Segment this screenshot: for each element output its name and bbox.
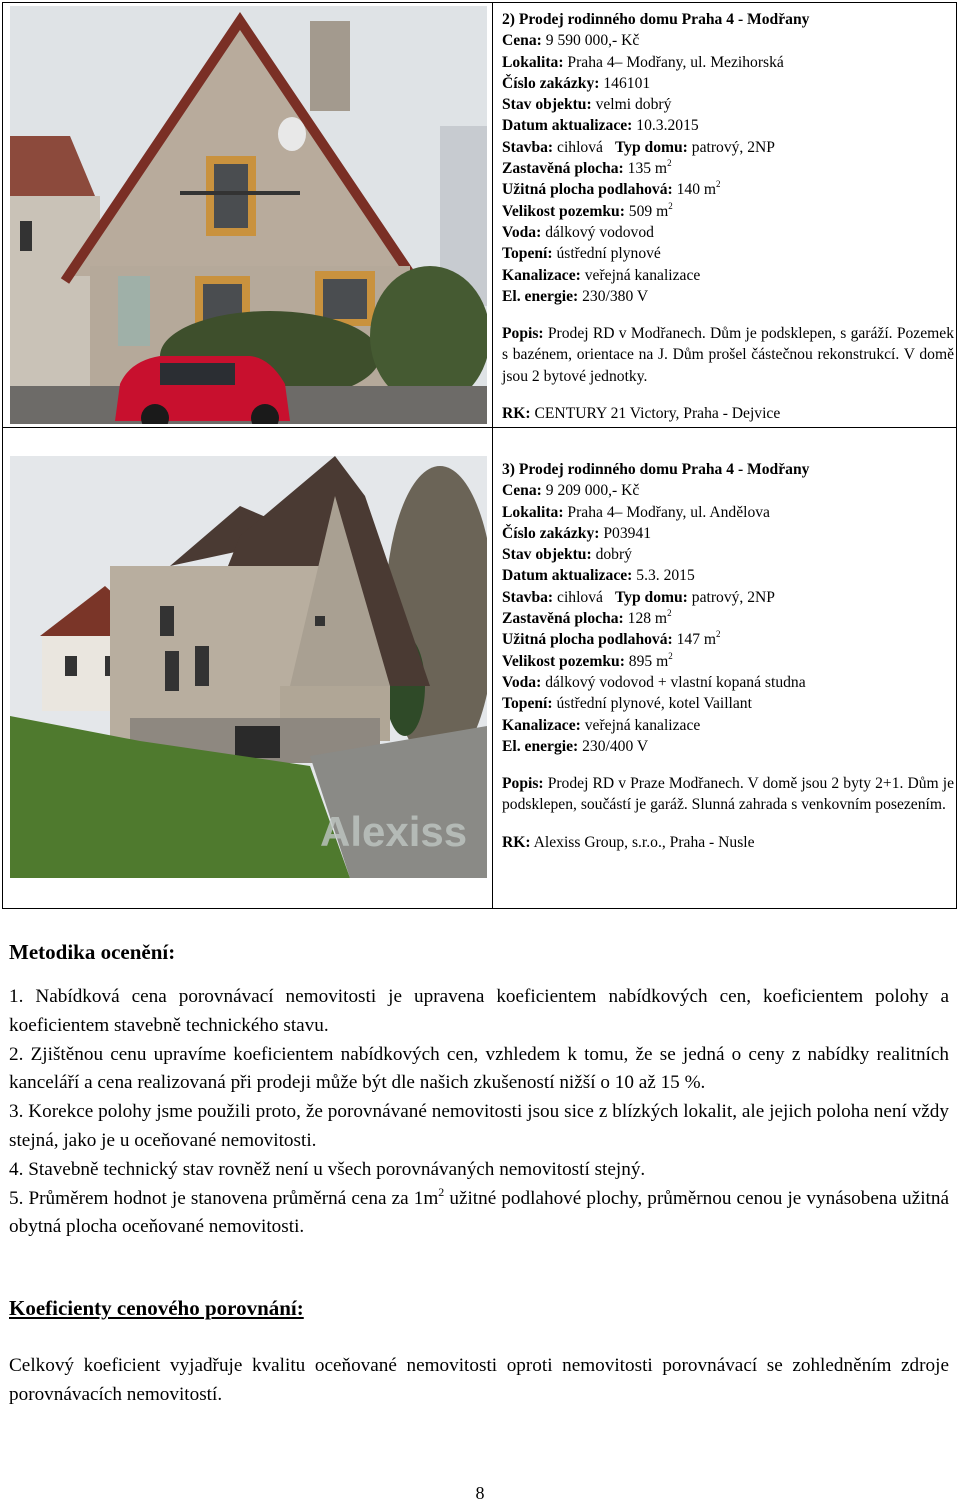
listing-2-order: P03941 xyxy=(603,524,652,542)
listing-2-power: 230/400 V xyxy=(582,737,649,755)
listing-2-agency: Alexiss Group, s.r.o., Praha - Nusle xyxy=(533,833,755,851)
construction-label: Stavba: xyxy=(502,138,554,156)
house-type-label: Typ domu: xyxy=(614,138,688,156)
area-unit-superscript: 2 xyxy=(667,608,672,619)
sewer-label: Kanalizace: xyxy=(502,266,581,284)
listing-1-heading: 2) Prodej rodinného domu Praha 4 - Modřany xyxy=(502,11,810,28)
methodology-title: Metodika ocenění: xyxy=(9,940,176,964)
house-type-label: Typ domu: xyxy=(614,588,688,606)
water-label: Voda: xyxy=(502,223,542,241)
listing-1-power: 230/380 V xyxy=(582,287,649,305)
square-meter-superscript: 2 xyxy=(438,1184,445,1199)
page-number: 8 xyxy=(475,1483,485,1503)
listing-2-house-type: patrový, 2NP xyxy=(691,588,775,606)
listing-1-construction: cihlová xyxy=(557,138,603,156)
listing-2-sewer: veřejná kanalizace xyxy=(584,716,701,734)
listing-2-water: dálkový vodovod + vlastní kopaná studna xyxy=(545,673,806,691)
listing-1-usable-area: 140 m xyxy=(676,181,717,199)
listing-2-description: Prodej RD v Praze Modřanech. V domě jsou 2 byty 2+1. Dům je podsklepen, součástí je garáž. Slunná zahrada s venkovním posezením. xyxy=(502,775,954,814)
methodology-item-4: 4. Stavebně technický stav rovněž není u všech porovnávaných nemovitostí stejný. xyxy=(9,1158,646,1180)
listing-2-built-area: 128 m xyxy=(627,610,668,628)
listing-1-water: dálkový vodovod xyxy=(545,223,654,241)
listing-1-heating: ústřední plynové xyxy=(556,245,661,263)
water-label: Voda: xyxy=(502,673,542,691)
area-unit-superscript: 2 xyxy=(668,650,673,661)
description-label: Popis: xyxy=(502,325,544,343)
updated-label: Datum aktualizace: xyxy=(502,567,633,585)
listing-2-plot: 895 m xyxy=(628,652,669,670)
listing-1-house-type: patrový, 2NP xyxy=(691,138,775,156)
area-unit-superscript: 2 xyxy=(668,200,673,211)
built-area-label: Zastavěná plocha: xyxy=(502,610,624,628)
methodology-item-3: 3. Korekce polohy jsme použili proto, že porovnávané nemovitosti jsou sice z blízkých lokalit, ale jejich poloha není vždy stejná, jako je u oceňované nemovitosti. xyxy=(9,1101,949,1151)
order-label: Číslo zakázky: xyxy=(502,74,600,92)
listings-table xyxy=(2,2,957,909)
listing-2-description-block xyxy=(502,773,954,816)
built-area-label: Zastavěná plocha: xyxy=(502,160,624,178)
methodology-item-5 xyxy=(9,1185,949,1243)
listing-1-updated: 10.3.2015 xyxy=(636,117,699,135)
plot-label: Velikost pozemku: xyxy=(502,652,625,670)
order-label: Číslo zakázky: xyxy=(502,524,600,542)
methodology-item-2: 2. Zjištěnou cenu upravíme koeficientem nabídkových cen, vzhledem k tomu, že se jedná o ceny z nabídky realitních kanceláří a cena realizovaná při prodeji může být dle našich zkušeností nižší o 10 až 15 %. xyxy=(9,1043,949,1094)
heating-label: Topení: xyxy=(502,245,553,263)
plot-label: Velikost pozemku: xyxy=(502,202,625,220)
listing-1-sewer: veřejná kanalizace xyxy=(584,266,701,284)
agency-label: RK: xyxy=(502,405,531,423)
coefficients-title: Koeficienty cenového porovnání: xyxy=(9,1296,304,1320)
listing-2-heading: 3) Prodej rodinného domu Praha 4 - Modřany xyxy=(502,461,810,478)
listing-1-description-block xyxy=(502,323,954,387)
listing-1-agency: CENTURY 21 Victory, Praha - Dejvice xyxy=(534,405,781,423)
coefficients-text: Celkový koeficient vyjadřuje kvalitu oceňované nemovitosti oproti nemovitosti porovnávací se zohledněním zdroje porovnávacích nemovitostí. xyxy=(9,1355,949,1405)
listing-2-condition: dobrý xyxy=(595,546,632,564)
house-photo-1 xyxy=(10,6,487,424)
price-label: Cena: xyxy=(502,32,542,50)
usable-area-label: Užitná plocha podlahová: xyxy=(502,631,673,649)
methodology-item-5-start: 5. Průměrem hodnot je stanovena průměrná cena za 1m xyxy=(9,1187,439,1209)
area-unit-superscript: 2 xyxy=(667,158,672,169)
listing-1-built-area: 135 m xyxy=(627,160,668,178)
listing-1-order: 146101 xyxy=(603,74,651,92)
power-label: El. energie: xyxy=(502,287,579,305)
updated-label: Datum aktualizace: xyxy=(502,117,633,135)
listing-2-updated: 5.3. 2015 xyxy=(636,567,695,585)
location-label: Lokalita: xyxy=(502,503,564,521)
listing-2-heating: ústřední plynové, kotel Vaillant xyxy=(556,695,752,713)
location-label: Lokalita: xyxy=(502,53,564,71)
listing-1-description: Prodej RD v Modřanech. Dům je podsklepen, s garáží. Pozemek s bazénem, orientace na J. Dům prošel částečnou rekonstrukcí. V domě jsou 2 bytové jednotky. xyxy=(502,325,954,385)
listing-2-usable-area: 147 m xyxy=(676,631,717,649)
methodology-item-1: 1. Nabídková cena porovnávací nemovitosti je upravena koeficientem nabídkových cen, koeficientem polohy a koeficientem stavebně technického stavu. xyxy=(9,986,949,1036)
heating-label: Topení: xyxy=(502,695,553,713)
description-label: Popis: xyxy=(502,775,544,793)
table-column-divider xyxy=(492,3,493,908)
methodology-list xyxy=(9,983,949,1242)
listing-2-price: 9 209 000,- Kč xyxy=(545,482,640,500)
listing-2-construction: cihlová xyxy=(557,588,603,606)
price-label: Cena: xyxy=(502,482,542,500)
area-unit-superscript: 2 xyxy=(716,629,721,640)
listing-1-condition: velmi dobrý xyxy=(595,96,672,114)
construction-label: Stavba: xyxy=(502,588,554,606)
house-photo-2 xyxy=(10,456,487,878)
condition-label: Stav objektu: xyxy=(502,96,592,114)
listing-2-info xyxy=(502,459,954,853)
power-label: El. energie: xyxy=(502,737,579,755)
listing-2-location: Praha 4– Modřany, ul. Andělova xyxy=(567,503,770,521)
listing-1-info xyxy=(502,9,954,424)
agency-label: RK: xyxy=(502,833,531,851)
table-row-divider xyxy=(3,427,956,428)
condition-label: Stav objektu: xyxy=(502,546,592,564)
methodology-item-5-end: užitné podlahové plochy, průměrnou cenou je vynásobena užitná obytná plocha oceňované nemovitosti. xyxy=(9,1187,949,1238)
listing-1-location: Praha 4– Modřany, ul. Mezihorská xyxy=(567,53,784,71)
usable-area-label: Užitná plocha podlahová: xyxy=(502,181,673,199)
sewer-label: Kanalizace: xyxy=(502,716,581,734)
alexiss-watermark: Alexiss xyxy=(320,808,468,855)
area-unit-superscript: 2 xyxy=(716,179,721,190)
listing-1-plot: 509 m xyxy=(628,202,669,220)
listing-1-price: 9 590 000,- Kč xyxy=(545,32,640,50)
